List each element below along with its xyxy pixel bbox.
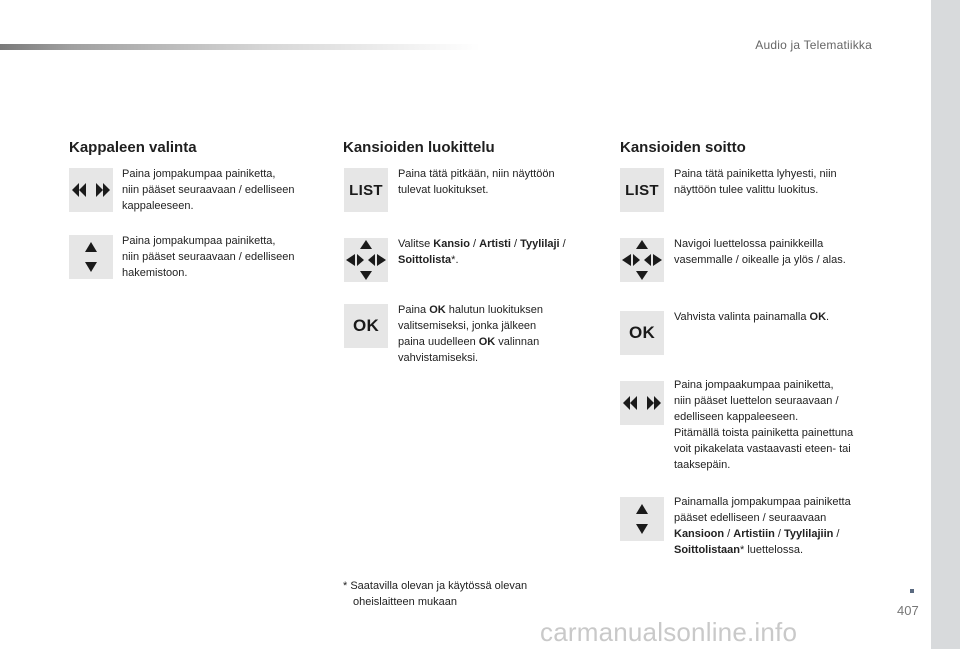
- page-marker: [910, 589, 914, 593]
- description-list-long-press: Paina tätä pitkään, niin näyttöön tulevat luokitukset.: [398, 168, 555, 196]
- column-title-folder-sorting: Kansioiden luokittelu: [343, 139, 495, 156]
- description-list-prev-next-category: Painamalla jompakumpaa painiketta pääset edelliseen / seuraavaan Kansioon / Artistiin / Tyylilajiin / Soittolistaan* luettelossa.: [674, 496, 851, 556]
- column-title-track-selection: Kappaleen valinta: [69, 139, 197, 156]
- list-button-icon: LIST: [344, 168, 388, 212]
- up-down-arrows-icon: [620, 497, 664, 541]
- description-navigate-list: Navigoi luettelossa painikkeilla vasemmalle / oikealle ja ylös / alas.: [674, 238, 846, 266]
- description-confirm-selection: Vahvista valinta painamalla OK.: [674, 311, 830, 323]
- left-right-arrows-icon: [69, 168, 113, 212]
- section-header: Audio ja Telematiikka: [755, 38, 872, 52]
- description-track-next-prev: Paina jompakumpaa painiketta, niin pääset seuraavaan / edelliseen kappaleeseen.: [122, 168, 295, 212]
- footnote: * Saatavilla olevan ja käytössä olevan oheislaitteen mukaan: [343, 580, 528, 608]
- list-button-icon: LIST: [620, 168, 664, 212]
- page-number: 407: [897, 603, 919, 618]
- page-edge-bar: [931, 0, 960, 649]
- description-list-next-prev-track: Paina jompaakumpaa painiketta, niin pääset luettelon seuraavaan / edelliseen kappaleeseen. Pitämällä toista painiketta painettuna voit pikakelata vastaavasti eteen- tai taaksepäin.: [674, 379, 854, 471]
- ok-button-icon: OK: [620, 311, 664, 355]
- ok-button-icon: OK: [344, 304, 388, 348]
- description-confirm-category: Paina OK halutun luokituksen valitsemiseksi, jonka jälkeen paina uudelleen OK valinnan vahvistamiseksi.: [398, 304, 543, 364]
- up-down-arrows-icon: [69, 235, 113, 279]
- left-right-arrows-icon: [620, 381, 664, 425]
- description-select-category: Valitse Kansio / Artisti / Tyylilaji / Soittolista*.: [398, 238, 566, 266]
- header-gradient-bar: [0, 44, 480, 50]
- four-arrows-icon: [620, 238, 664, 282]
- column-title-folder-playback: Kansioiden soitto: [620, 139, 746, 156]
- description-list-short-press: Paina tätä painiketta lyhyesti, niin näyttöön tulee valittu luokitus.: [674, 168, 837, 196]
- description-directory-next-prev: Paina jompakumpaa painiketta, niin pääset seuraavaan / edelliseen hakemistoon.: [122, 235, 295, 279]
- four-arrows-icon: [344, 238, 388, 282]
- watermark: carmanualsonline.info: [540, 617, 798, 647]
